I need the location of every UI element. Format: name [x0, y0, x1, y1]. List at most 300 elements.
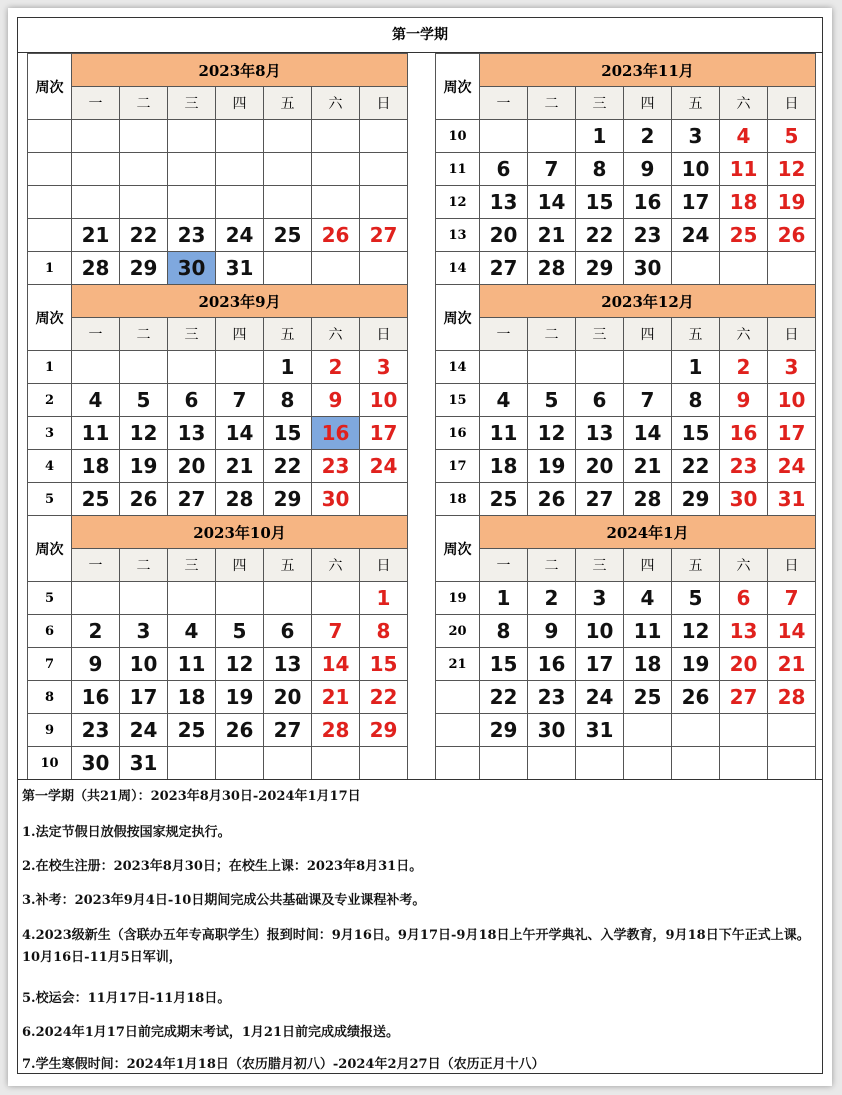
week-row	[28, 384, 408, 417]
week-row	[436, 747, 816, 780]
day-cell: 30	[312, 483, 360, 516]
day-cell: 26	[528, 483, 576, 516]
day-cell: 26	[672, 681, 720, 714]
day-cell: 10	[672, 153, 720, 186]
day-cell: 2	[624, 120, 672, 153]
day-cell	[528, 747, 576, 780]
day-cell	[768, 252, 816, 285]
day-cell: 3	[672, 120, 720, 153]
day-cell	[480, 120, 528, 153]
day-cell: 7	[624, 384, 672, 417]
week-row	[28, 681, 408, 714]
week-number: 16	[436, 417, 480, 450]
weekday-header: 六	[312, 318, 360, 351]
day-cell: 24	[576, 681, 624, 714]
day-cell	[360, 153, 408, 186]
week-row	[28, 417, 408, 450]
day-cell	[216, 186, 264, 219]
day-cell: 9	[312, 384, 360, 417]
day-cell: 6	[480, 153, 528, 186]
week-number	[28, 186, 72, 219]
day-cell: 5	[528, 384, 576, 417]
note-freshmen: 4.2023级新生（含联办五年专高职学生）报到时间：9月16日。9月17日-9月18日上午开学典礼、入学教育，9月18日下午正式上课。10月16日-11月5日军训，	[22, 928, 810, 965]
week-column-label: 周次	[28, 285, 72, 351]
day-cell: 1	[480, 582, 528, 615]
day-cell: 17	[576, 648, 624, 681]
week-number: 20	[436, 615, 480, 648]
day-cell: 7	[312, 615, 360, 648]
day-cell	[168, 747, 216, 780]
day-cell: 30	[528, 714, 576, 747]
day-cell: 31	[216, 252, 264, 285]
calendar-frame	[17, 17, 823, 1074]
day-cell: 29	[360, 714, 408, 747]
day-cell: 19	[216, 681, 264, 714]
day-cell: 27	[576, 483, 624, 516]
day-cell	[576, 351, 624, 384]
day-cell	[216, 747, 264, 780]
weekday-header: 四	[624, 318, 672, 351]
day-cell: 26	[120, 483, 168, 516]
day-cell: 21	[528, 219, 576, 252]
weekday-header: 日	[768, 318, 816, 351]
weekday-header: 二	[528, 549, 576, 582]
day-cell: 3	[768, 351, 816, 384]
day-cell	[672, 747, 720, 780]
note-winter-vacation: 7.学生寒假时间：2024年1月18日（农历腊月初八）-2024年2月27日（农历正月十八）	[22, 1057, 545, 1072]
day-cell: 23	[528, 681, 576, 714]
day-cell	[672, 252, 720, 285]
day-cell: 22	[672, 450, 720, 483]
week-row	[28, 351, 408, 384]
day-cell: 24	[360, 450, 408, 483]
day-cell: 31	[120, 747, 168, 780]
weekday-header: 日	[768, 549, 816, 582]
weekday-header: 五	[672, 87, 720, 120]
day-cell	[72, 153, 120, 186]
day-cell	[168, 120, 216, 153]
weekday-header: 日	[360, 87, 408, 120]
day-cell: 2	[72, 615, 120, 648]
day-cell: 19	[120, 450, 168, 483]
day-cell: 23	[624, 219, 672, 252]
month-block-oct-2023	[27, 515, 408, 780]
weekday-header: 五	[264, 549, 312, 582]
day-cell: 27	[360, 219, 408, 252]
day-cell: 2	[528, 582, 576, 615]
week-row	[436, 384, 816, 417]
day-cell: 29	[672, 483, 720, 516]
week-row	[28, 120, 408, 153]
weekday-header: 六	[720, 549, 768, 582]
week-number: 14	[436, 252, 480, 285]
weekday-header: 一	[480, 549, 528, 582]
day-cell: 30	[720, 483, 768, 516]
day-cell: 5	[672, 582, 720, 615]
day-cell: 9	[528, 615, 576, 648]
day-cell: 15	[360, 648, 408, 681]
day-cell: 29	[264, 483, 312, 516]
day-cell	[312, 747, 360, 780]
day-cell: 3	[576, 582, 624, 615]
week-number: 1	[28, 252, 72, 285]
day-cell: 17	[120, 681, 168, 714]
weekday-header: 二	[528, 318, 576, 351]
week-number	[436, 681, 480, 714]
weekday-header: 日	[768, 87, 816, 120]
day-cell	[120, 120, 168, 153]
day-cell: 19	[768, 186, 816, 219]
day-cell: 24	[216, 219, 264, 252]
day-cell: 25	[264, 219, 312, 252]
day-cell: 16	[720, 417, 768, 450]
day-cell	[624, 714, 672, 747]
day-cell: 13	[720, 615, 768, 648]
day-cell: 7	[216, 384, 264, 417]
day-cell	[216, 351, 264, 384]
day-cell: 11	[480, 417, 528, 450]
day-cell: 15	[264, 417, 312, 450]
day-cell: 9	[72, 648, 120, 681]
note-sports-meet: 5.校运会：11月17日-11月18日。	[22, 991, 231, 1006]
week-number: 4	[28, 450, 72, 483]
day-cell: 8	[264, 384, 312, 417]
week-row	[28, 450, 408, 483]
day-cell: 21	[312, 681, 360, 714]
day-cell: 31	[576, 714, 624, 747]
day-cell	[312, 120, 360, 153]
week-row	[28, 615, 408, 648]
day-cell: 1	[360, 582, 408, 615]
weekday-header: 二	[120, 318, 168, 351]
day-cell: 4	[624, 582, 672, 615]
weekday-header: 四	[216, 87, 264, 120]
month-block-dec-2023	[435, 284, 816, 516]
day-cell: 25	[720, 219, 768, 252]
week-number: 1	[28, 351, 72, 384]
weekday-header: 五	[264, 318, 312, 351]
day-cell	[768, 747, 816, 780]
day-cell: 29	[120, 252, 168, 285]
day-cell: 25	[72, 483, 120, 516]
day-cell: 19	[672, 648, 720, 681]
week-number: 19	[436, 582, 480, 615]
day-cell: 18	[624, 648, 672, 681]
day-cell: 31	[768, 483, 816, 516]
weekday-header: 一	[480, 87, 528, 120]
day-cell: 28	[312, 714, 360, 747]
day-cell: 5	[216, 615, 264, 648]
weekday-header: 五	[672, 549, 720, 582]
week-number: 5	[28, 483, 72, 516]
week-number	[28, 219, 72, 252]
day-cell: 24	[672, 219, 720, 252]
day-cell: 9	[624, 153, 672, 186]
day-cell: 13	[480, 186, 528, 219]
weekday-header: 三	[576, 318, 624, 351]
week-row	[436, 252, 816, 285]
week-number	[28, 153, 72, 186]
day-cell: 25	[624, 681, 672, 714]
day-cell: 20	[576, 450, 624, 483]
day-cell	[576, 747, 624, 780]
week-number: 13	[436, 219, 480, 252]
day-cell	[360, 186, 408, 219]
day-cell	[216, 120, 264, 153]
day-cell: 30	[72, 747, 120, 780]
day-cell: 4	[480, 384, 528, 417]
month-title: 2023年11月	[480, 54, 816, 87]
day-cell: 14	[216, 417, 264, 450]
week-row	[436, 615, 816, 648]
day-cell	[360, 120, 408, 153]
day-cell: 15	[576, 186, 624, 219]
day-cell: 21	[72, 219, 120, 252]
day-cell: 14	[624, 417, 672, 450]
weekday-header: 二	[120, 549, 168, 582]
week-number: 21	[436, 648, 480, 681]
weekday-header: 三	[576, 549, 624, 582]
day-cell	[264, 120, 312, 153]
day-cell	[480, 747, 528, 780]
day-cell: 21	[624, 450, 672, 483]
day-cell: 16	[72, 681, 120, 714]
week-column-label: 周次	[28, 516, 72, 582]
day-cell: 26	[768, 219, 816, 252]
day-cell	[312, 252, 360, 285]
weekday-header: 六	[312, 549, 360, 582]
month-table	[27, 515, 408, 780]
weekday-header: 一	[72, 549, 120, 582]
day-cell: 11	[624, 615, 672, 648]
day-cell: 21	[216, 450, 264, 483]
day-cell: 18	[72, 450, 120, 483]
day-cell: 13	[264, 648, 312, 681]
day-cell: 3	[360, 351, 408, 384]
week-row	[28, 252, 408, 285]
weekday-header: 三	[168, 87, 216, 120]
day-cell: 17	[768, 417, 816, 450]
day-cell: 13	[576, 417, 624, 450]
day-cell: 12	[216, 648, 264, 681]
day-cell: 30	[624, 252, 672, 285]
day-cell: 25	[168, 714, 216, 747]
day-cell	[264, 252, 312, 285]
weekday-header: 日	[360, 318, 408, 351]
day-cell: 13	[168, 417, 216, 450]
day-cell: 27	[264, 714, 312, 747]
day-cell: 18	[168, 681, 216, 714]
month-block-sep-2023	[27, 284, 408, 516]
day-cell: 3	[120, 615, 168, 648]
week-number: 17	[436, 450, 480, 483]
day-cell: 1	[576, 120, 624, 153]
day-cell: 11	[72, 417, 120, 450]
day-cell: 27	[720, 681, 768, 714]
note-holidays: 1.法定节假日放假按国家规定执行。	[22, 825, 231, 840]
day-cell	[168, 582, 216, 615]
day-cell: 27	[168, 483, 216, 516]
day-cell: 4	[72, 384, 120, 417]
day-cell	[72, 351, 120, 384]
week-row	[436, 483, 816, 516]
month-table	[27, 284, 408, 516]
day-cell: 5	[120, 384, 168, 417]
day-cell: 6	[720, 582, 768, 615]
month-table	[435, 284, 816, 516]
day-cell: 14	[312, 648, 360, 681]
day-cell: 16	[624, 186, 672, 219]
day-cell: 16	[312, 417, 360, 450]
week-number: 6	[28, 615, 72, 648]
week-row	[436, 120, 816, 153]
day-cell: 17	[672, 186, 720, 219]
day-cell	[312, 582, 360, 615]
day-cell: 30	[168, 252, 216, 285]
day-cell: 28	[528, 252, 576, 285]
week-number: 10	[436, 120, 480, 153]
day-cell: 11	[168, 648, 216, 681]
weekday-header: 六	[720, 87, 768, 120]
month-title: 2023年9月	[72, 285, 408, 318]
day-cell	[360, 252, 408, 285]
day-cell: 29	[576, 252, 624, 285]
day-cell	[72, 582, 120, 615]
weekday-header: 四	[624, 87, 672, 120]
day-cell: 4	[720, 120, 768, 153]
day-cell: 16	[528, 648, 576, 681]
day-cell: 26	[216, 714, 264, 747]
day-cell: 26	[312, 219, 360, 252]
day-cell: 10	[768, 384, 816, 417]
day-cell: 10	[576, 615, 624, 648]
week-number: 8	[28, 681, 72, 714]
day-cell	[360, 483, 408, 516]
week-row	[436, 153, 816, 186]
day-cell: 22	[576, 219, 624, 252]
day-cell: 20	[264, 681, 312, 714]
weekday-header: 四	[216, 549, 264, 582]
day-cell: 25	[480, 483, 528, 516]
week-row	[28, 582, 408, 615]
day-cell: 4	[168, 615, 216, 648]
weekday-header: 四	[624, 549, 672, 582]
day-cell: 12	[120, 417, 168, 450]
week-row	[28, 186, 408, 219]
month-block-jan-2024	[435, 515, 816, 780]
day-cell	[168, 186, 216, 219]
day-cell	[168, 351, 216, 384]
day-cell	[264, 582, 312, 615]
day-cell	[216, 582, 264, 615]
day-cell: 10	[120, 648, 168, 681]
day-cell	[720, 252, 768, 285]
week-number: 3	[28, 417, 72, 450]
notes-section	[18, 779, 822, 1074]
day-cell: 22	[264, 450, 312, 483]
week-row	[28, 714, 408, 747]
day-cell: 5	[768, 120, 816, 153]
day-cell: 8	[360, 615, 408, 648]
week-column-label: 周次	[436, 516, 480, 582]
day-cell: 24	[120, 714, 168, 747]
week-row	[436, 186, 816, 219]
day-cell: 10	[360, 384, 408, 417]
day-cell	[120, 186, 168, 219]
weekday-header: 一	[480, 318, 528, 351]
semester-title: 第一学期	[18, 18, 822, 53]
week-row	[436, 681, 816, 714]
day-cell: 15	[480, 648, 528, 681]
week-number: 11	[436, 153, 480, 186]
day-cell	[480, 351, 528, 384]
week-number: 2	[28, 384, 72, 417]
week-row	[436, 714, 816, 747]
weekday-header: 六	[312, 87, 360, 120]
month-table	[435, 515, 816, 780]
week-number	[28, 120, 72, 153]
day-cell	[768, 714, 816, 747]
day-cell	[312, 153, 360, 186]
weekday-header: 三	[576, 87, 624, 120]
week-column-label: 周次	[436, 285, 480, 351]
week-number: 12	[436, 186, 480, 219]
week-number	[436, 714, 480, 747]
day-cell: 12	[768, 153, 816, 186]
day-cell	[264, 747, 312, 780]
week-number	[436, 747, 480, 780]
note-final-exam: 6.2024年1月17日前完成期末考试，1月21日前完成成绩报送。	[22, 1025, 400, 1040]
day-cell: 29	[480, 714, 528, 747]
day-cell: 18	[720, 186, 768, 219]
day-cell: 23	[168, 219, 216, 252]
week-row	[28, 648, 408, 681]
day-cell: 18	[480, 450, 528, 483]
day-cell	[216, 153, 264, 186]
day-cell: 1	[672, 351, 720, 384]
week-number: 5	[28, 582, 72, 615]
month-table	[27, 53, 408, 285]
month-table	[435, 53, 816, 285]
day-cell: 23	[72, 714, 120, 747]
note-registration: 2.在校生注册：2023年8月30日；在校生上课：2023年8月31日。	[22, 859, 423, 874]
week-number: 18	[436, 483, 480, 516]
weekday-header: 六	[720, 318, 768, 351]
day-cell: 6	[576, 384, 624, 417]
weekday-header: 一	[72, 87, 120, 120]
note-makeup-exam: 3.补考：2023年9月4日-10日期间完成公共基础课及专业课程补考。	[22, 893, 426, 908]
day-cell: 23	[312, 450, 360, 483]
week-row	[436, 417, 816, 450]
day-cell: 8	[672, 384, 720, 417]
day-cell: 28	[216, 483, 264, 516]
note-semester-summary: 第一学期（共21周）：2023年8月30日-2024年1月17日	[22, 789, 361, 804]
day-cell	[120, 351, 168, 384]
day-cell	[624, 747, 672, 780]
weekday-header: 五	[264, 87, 312, 120]
week-row	[436, 219, 816, 252]
day-cell: 20	[720, 648, 768, 681]
day-cell	[264, 153, 312, 186]
week-number: 7	[28, 648, 72, 681]
day-cell: 21	[768, 648, 816, 681]
day-cell	[624, 351, 672, 384]
calendar-paper	[8, 8, 832, 1086]
day-cell: 7	[528, 153, 576, 186]
weekday-header: 五	[672, 318, 720, 351]
week-row	[436, 351, 816, 384]
day-cell	[120, 153, 168, 186]
